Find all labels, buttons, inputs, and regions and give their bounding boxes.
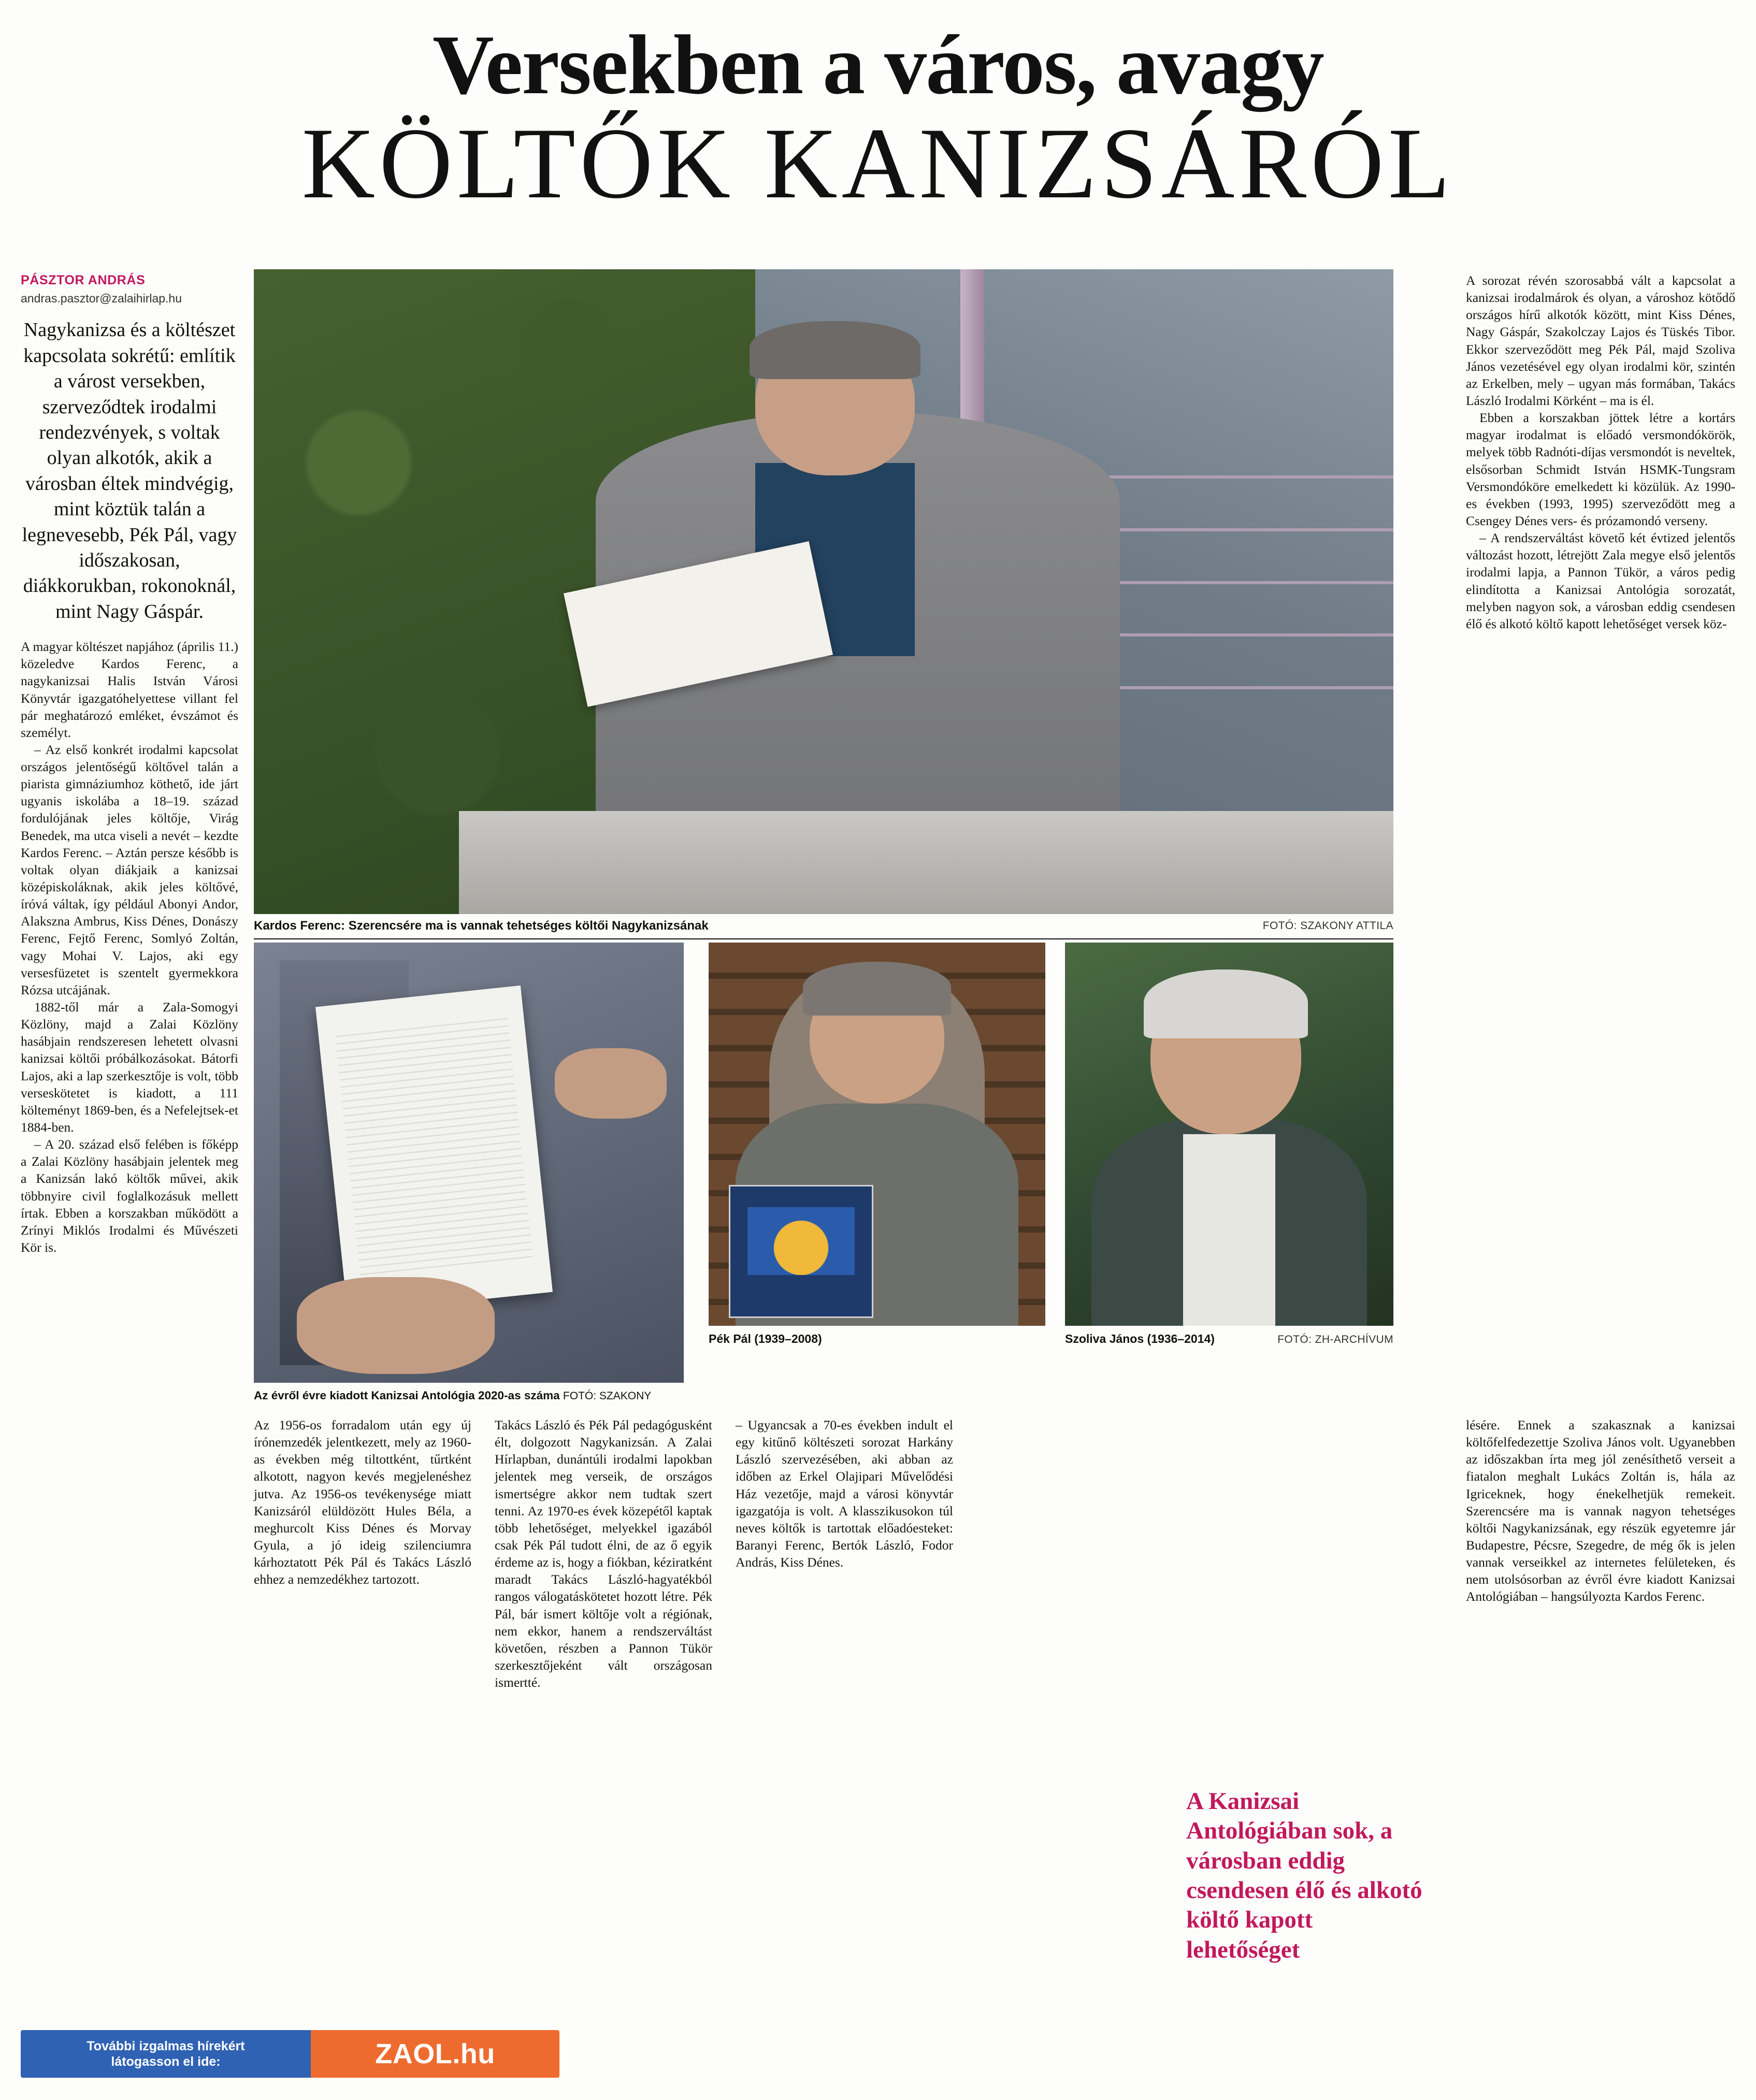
lead-paragraph: Nagykanizsa és a költészet kapcsolata sokrétű: említik a várost versekben, szerveződtek irodalmi rendezvények, s voltak olyan alkotók, akik a városban éltek mindvégig, mint köztük talán a legnevesebb, Pék Pál, vagy időszakosan, diákkorukban, rokonoknál, mint Nagy Gáspár. bbox=[22, 319, 237, 622]
main-photo-credit: FOTÓ: SZAKONY ATTILA bbox=[1262, 920, 1393, 932]
banner-line-2: látogasson el ide: bbox=[111, 2054, 221, 2069]
byline-email[interactable]: andras.pasztor@zalaihirlap.hu bbox=[21, 291, 182, 305]
caption-text: Szoliva János (1936–2014) bbox=[1065, 1332, 1215, 1345]
paragraph: 1882-től már a Zala-Somogyi Közlöny, majd a Zalai Közlöny hasábjain rendszeresen lehetett olvasni kanizsai költői próbálkozásokat. Bátorfi Lajos, aki a lap szerkesztője is volt, több verseskötetet is kiadott, a 111 költeményt 1869-ben, és a Nefelejtsek-et 1884-ben. bbox=[21, 1000, 238, 1135]
lower-column-6 bbox=[1466, 1416, 1735, 1605]
zaol-logo[interactable]: ZAOL.hu bbox=[311, 2030, 559, 2078]
paragraph: – A rendszerváltást követő két évtized jelentős változást hozott, létrejött Zala megye első jelentős irodalmi lapja, a Pannon Tükör, a város pedig elindította a Kanizsai Antológia sorozatát, melyben nagyon sok, a városban eddig csendesen élő és alkotó költő kapott lehetőséget versek köz- bbox=[1466, 530, 1735, 631]
paragraph: Az 1956-os forradalom után egy új írónemzedék jelentkezett, mely az 1960-as években még tiltottként, tűrtként alkotott, nagyon kevés megjelenéshez jutva. Az 1956-os tevékenysége miatt Kanizsáról elüldözött Hules Béla, a meghurcolt Kiss Dénes és Morvay Gyula, a jó ideig szilenciumra kárhoztatott Pék Pál és Takács László ehhez a nemzedékhez tartozott. bbox=[254, 1417, 471, 1587]
left-column-body bbox=[21, 638, 238, 1256]
main-photo-caption-bar bbox=[254, 916, 1393, 939]
main-photo-caption: Kardos Ferenc: Szerencsére ma is vannak tehetséges költői Nagykanizsának bbox=[254, 919, 709, 933]
paragraph: – A 20. század első felében is főképp a Zalai Közlöny hasábjain jelentek meg a Kanizsán lakó költők művei, akik többnyire civil foglalkozásuk mellett írtak. Ebben a korszakban működött a Zrínyi Miklós Irodalmi és Művészeti Kör is. bbox=[21, 1137, 238, 1255]
antologia-photo-caption bbox=[254, 1389, 684, 1402]
pek-pal-photo bbox=[709, 943, 1045, 1326]
right-column-upper bbox=[1466, 272, 1735, 632]
paragraph: Takács László és Pék Pál pedagógusként élt, dolgozott Nagykanizsán. A Zalai Hírlapban, dunántúli irodalmi lapokban jelentek meg verseik, de országos ismertségre akkor nem tudtak szert tenni. Az 1970-es évek közepétől kaptak több lehetőséget, melyekkel igazából csak Pék Pál tudott élni, de az ő egyik érdeme az is, hogy a fiókban, kéziratként maradt Takács László-hagyatékból rangos válogatáskötetet hozott létre. Pék Pál, bár ismert költője volt a régiónak, nem ekkor, hanem a rendszerváltást követően, részben a Pannon Tükör szerkesztőjeként vált országosan ismertté. bbox=[495, 1417, 712, 1690]
paragraph: A sorozat révén szorosabbá vált a kapcsolat a kanizsai irodalmárok és olyan, a városhoz kötődő országos hírű alkotók között, mint Kiss Dénes, Nagy Gáspár, Szakolczay Lajos és Tüskés Tibor. Ekkor szerveződött meg Pék Pál, majd Szoliva János vezetésével egy olyan irodalmi kör, szintén az Erkelben, mely – ugyan más formában, Takács László Irodalmi Körként – ma is él. bbox=[1466, 273, 1735, 408]
caption-credit: FOTÓ: SZAKONY bbox=[563, 1390, 652, 1402]
lower-column-2 bbox=[254, 1416, 471, 1588]
caption-credit: FOTÓ: ZH-ARCHÍVUM bbox=[1277, 1334, 1393, 1345]
banner-line-1: További izgalmas hírekért bbox=[87, 2039, 245, 2053]
lower-column-3 bbox=[495, 1416, 712, 1691]
zaol-banner[interactable] bbox=[21, 2030, 559, 2078]
pek-pal-caption: Pék Pál (1939–2008) bbox=[709, 1332, 822, 1345]
paragraph: lésére. Ennek a szakasznak a kanizsai költőfelfedezettje Szoliva János volt. Ugyanebben az időszakban írta meg jól zenésíthető verseit a fiatalon meghalt Lukács Zoltán is, hála az Igriceknek, hogy énekelhetjük remekeit. Szerencsére ma is vannak nagyon tehetséges költői Nagykanizsának, egy részük egyetemre jár Budapestre, Pécsre, Szegedre, de még ők is jelen vannak verseikkel az internetes felületeken, és nem utolsósorban az évről évre kiadott Kanizsai Antológiában – hangsúlyozta Kardos Ferenc. bbox=[1466, 1417, 1735, 1604]
pull-quote: A Kanizsai Antológiában sok, a városban eddig csendesen élő és alkotó költő kapott lehetőséget bbox=[1186, 1788, 1422, 1963]
headline-block bbox=[0, 18, 1756, 220]
szoliva-janos-caption-bar bbox=[1065, 1332, 1393, 1346]
headline-line-1: Versekben a város, avagy bbox=[433, 18, 1323, 112]
banner-text bbox=[21, 2030, 311, 2078]
headline-line-2: KÖLTŐK KANIZSÁRÓL bbox=[301, 107, 1455, 220]
byline-author: PÁSZTOR ANDRÁS bbox=[21, 273, 146, 287]
antologia-photo bbox=[254, 943, 684, 1383]
paragraph: Ebben a korszakban jöttek létre a kortárs magyar irodalmat is előadó versmondókörök, melyek több Radnóti-díjas versmondót is neveltek, elsősorban Schmidt István HSMK-Tungsram Versmondóköre emelkedett ki közülük. Az 1990-es években (1993, 1995) szerveződött meg a Csengey Dénes vers- és prózamondó verseny. bbox=[1466, 410, 1735, 528]
left-column bbox=[21, 272, 238, 1256]
paragraph: – Ugyancsak a 70-es években indult el egy kitűnő költészeti sorozat Harkány László szervezésében, aki abban az időben az Erkel Olajipari Művelődési Ház vezetője, majd a városi könyvtár igazgatója is volt. A klasszikusokon túl neves költők is tartottak előadóesteket: Baranyi Ferenc, Bertók László, Fodor András, Kiss Dénes. bbox=[736, 1417, 953, 1570]
lower-column-4 bbox=[736, 1416, 953, 1571]
caption-text: Az évről évre kiadott Kanizsai Antológia 2020-as száma bbox=[254, 1389, 560, 1402]
paragraph: – Az első konkrét irodalmi kapcsolat országos jelentőségű költővel talán a piarista gimnáziumhoz köthető, ide járt ugyanis iskolába a 18–19. század fordulójának jeles költője, Virág Benedek, ma utca viseli a nevét – kezdte Kardos Ferenc. – Aztán persze később is voltak olyan diákjaik a kanizsai középiskoláknak, akik jeles költővé, íróvá váltak, így például Abonyi Andor, Alakszna Ambrus, Kiss Dénes, Donászy Ferenc, Fejtő Ferenc, Somlyó Zoltán, vagy Mohai V. Lajos, aki egy versesfüzetet is szentelt gyermekkora Rózsa utcájának. bbox=[21, 742, 238, 997]
szoliva-janos-photo bbox=[1065, 943, 1393, 1326]
main-photo bbox=[254, 269, 1393, 914]
paragraph: A magyar költészet napjához (április 11.) közeledve Kardos Ferenc, a nagykanizsai Halis István Városi Könyvtár igazgatóhelyettese villant fel pár meghatározó emléket, évszámot és személyt. bbox=[21, 639, 238, 740]
